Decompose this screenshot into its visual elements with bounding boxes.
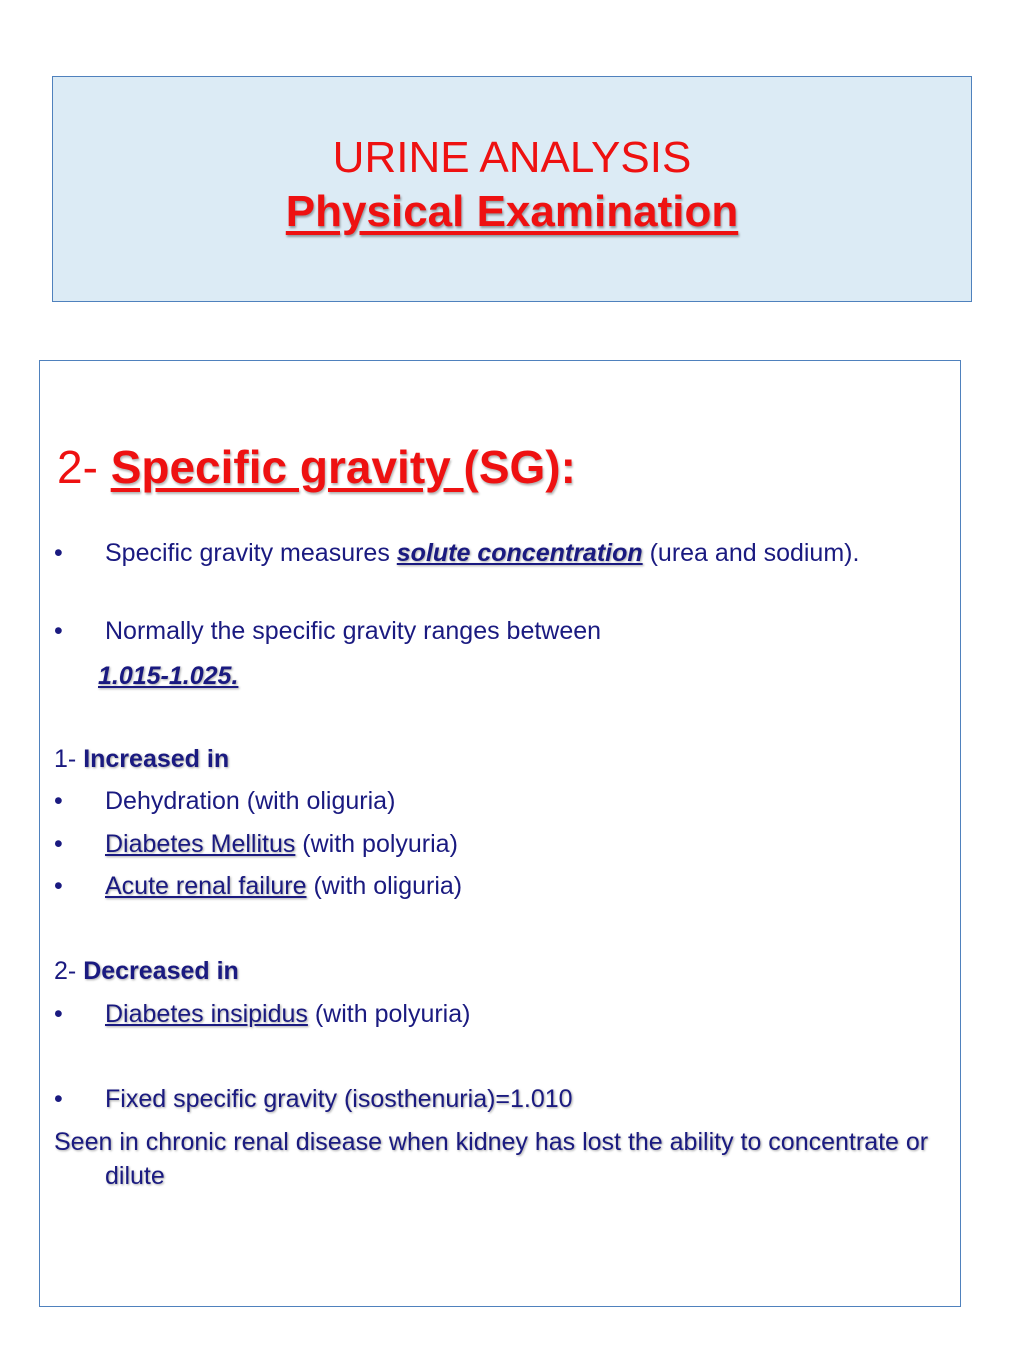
condition-plain: (with oliguria) <box>306 872 463 900</box>
bullet-icon: • <box>54 787 63 815</box>
condition-plain: Dehydration (with oliguria) <box>105 787 396 815</box>
bullet-icon: • <box>54 539 63 567</box>
bullet-icon: • <box>54 617 63 645</box>
decreased-label: Decreased in <box>83 957 239 985</box>
section-number: 2- <box>57 441 98 493</box>
decreased-prefix: 2- <box>54 957 77 985</box>
bullet-icon: • <box>54 830 63 858</box>
slide-title: URINE ANALYSIS <box>332 133 692 182</box>
condition-highlight: Diabetes Mellitus <box>105 830 296 858</box>
decreased-heading <box>54 954 934 988</box>
intro-text: Normally the specific gravity ranges between <box>105 617 602 645</box>
increased-heading <box>54 742 934 776</box>
section-heading <box>57 439 576 495</box>
title-banner <box>52 76 972 302</box>
condition-plain: (with polyuria) <box>307 1000 471 1028</box>
intro-emphasis: solute concentration <box>396 539 643 567</box>
intro-text-tail: (urea and sodium). <box>642 539 860 567</box>
section-abbreviation: (SG): <box>463 441 576 493</box>
bullet-icon: • <box>54 872 63 900</box>
fixed-sg-note: Seen in chronic renal disease when kidney has lost the ability to concentrate or dilute <box>54 1128 929 1190</box>
section-name: Specific gravity <box>110 441 464 493</box>
fixed-sg-text: Fixed specific gravity (isosthenuria)=1.010 <box>105 1085 573 1113</box>
content-panel <box>39 360 961 1307</box>
increased-prefix: 1- <box>54 745 77 773</box>
intro-text: Specific gravity measures <box>105 539 397 567</box>
condition-highlight: Diabetes insipidus <box>105 1000 308 1028</box>
slide-subtitle: Physical Examination <box>285 187 739 236</box>
increased-label: Increased in <box>83 745 230 773</box>
bullet-icon: • <box>54 1000 63 1028</box>
condition-plain: (with polyuria) <box>295 830 458 858</box>
bullet-icon: • <box>54 1085 63 1113</box>
normal-range-value: 1.015-1.025. <box>98 662 239 690</box>
condition-highlight: Acute renal failure <box>105 872 307 900</box>
